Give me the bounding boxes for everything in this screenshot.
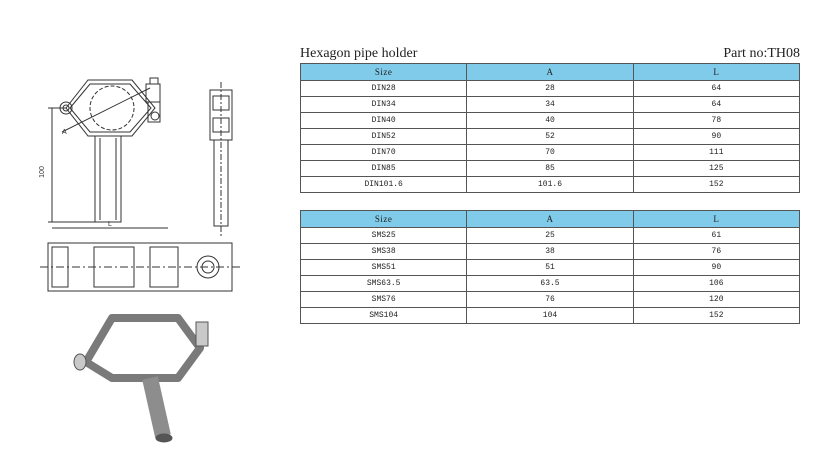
header-l: L (633, 211, 799, 228)
cell-l: 111 (633, 145, 799, 161)
cell-l: 152 (633, 177, 799, 193)
table-row (301, 113, 800, 129)
cell-size: DIN34 (301, 97, 467, 113)
table-row (301, 244, 800, 260)
cell-a: 70 (467, 145, 633, 161)
cell-a: 40 (467, 113, 633, 129)
header-l: L (633, 64, 799, 81)
cell-l: 90 (633, 129, 799, 145)
table-row (301, 292, 800, 308)
table-row (301, 177, 800, 193)
cell-a: 51 (467, 260, 633, 276)
table-row (301, 129, 800, 145)
header-size: Size (301, 211, 467, 228)
table-row (301, 145, 800, 161)
side-view-drawing (210, 82, 232, 236)
part-number: Part no:TH08 (723, 46, 800, 61)
sms-spec-table (300, 210, 800, 324)
cell-size: DIN40 (301, 113, 467, 129)
dim-a-label: A (62, 129, 67, 136)
cell-a: 38 (467, 244, 633, 260)
cell-a: 28 (467, 81, 633, 97)
table-header-row (301, 64, 800, 81)
dim-height-label: 100 (39, 166, 46, 178)
table-row (301, 228, 800, 244)
table-row (301, 81, 800, 97)
cell-size: DIN85 (301, 161, 467, 177)
cell-l: 64 (633, 97, 799, 113)
cell-l: 125 (633, 161, 799, 177)
cell-size: DIN101.6 (301, 177, 467, 193)
table-row (301, 260, 800, 276)
table-row (301, 276, 800, 292)
table-row (301, 97, 800, 113)
table-header-row (301, 211, 800, 228)
cell-l: 76 (633, 244, 799, 260)
cell-a: 63.5 (467, 276, 633, 292)
cell-size: SMS51 (301, 260, 467, 276)
cell-a: 34 (467, 97, 633, 113)
header-a: A (467, 64, 633, 81)
din-spec-table (300, 63, 800, 193)
cell-size: SMS63.5 (301, 276, 467, 292)
header-a: A (467, 211, 633, 228)
cell-l: 64 (633, 81, 799, 97)
cell-a: 104 (467, 308, 633, 324)
technical-drawings (0, 0, 290, 448)
table-row (301, 308, 800, 324)
cell-a: 25 (467, 228, 633, 244)
table-row (301, 161, 800, 177)
cell-a: 76 (467, 292, 633, 308)
cell-size: SMS104 (301, 308, 467, 324)
cell-a: 52 (467, 129, 633, 145)
cell-l: 120 (633, 292, 799, 308)
cell-l: 90 (633, 260, 799, 276)
cell-l: 152 (633, 308, 799, 324)
cell-size: SMS38 (301, 244, 467, 260)
title-row (300, 43, 800, 61)
cell-l: 78 (633, 113, 799, 129)
cell-a: 101.6 (467, 177, 633, 193)
cell-size: DIN28 (301, 81, 467, 97)
product-title: Hexagon pipe holder (300, 46, 418, 61)
product-image (86, 318, 200, 436)
cell-a: 85 (467, 161, 633, 177)
header-size: Size (301, 64, 467, 81)
cell-l: 61 (633, 228, 799, 244)
front-view-drawing (48, 78, 168, 228)
cell-size: DIN70 (301, 145, 467, 161)
top-view-drawing (40, 243, 240, 291)
cell-size: SMS76 (301, 292, 467, 308)
cell-size: DIN52 (301, 129, 467, 145)
dim-l-label: L (108, 221, 112, 228)
cell-l: 106 (633, 276, 799, 292)
cell-size: SMS25 (301, 228, 467, 244)
drawing-svg (0, 0, 290, 448)
